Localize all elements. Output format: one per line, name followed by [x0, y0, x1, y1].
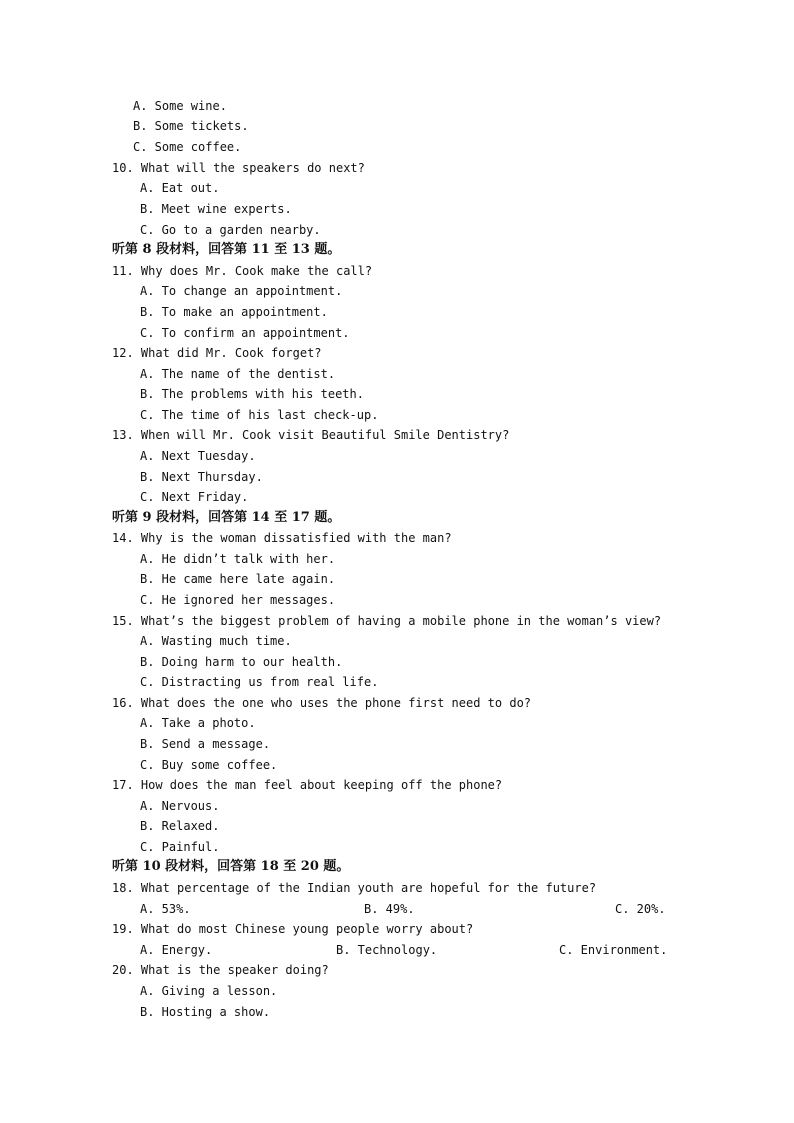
q12-option-c: C. The time of his last check-up.	[140, 408, 379, 422]
q14-option-c: C. He ignored her messages.	[140, 593, 336, 607]
q10-option-c: C. Go to a garden nearby.	[140, 223, 321, 237]
question-18: 18. What percentage of the Indian youth are hopeful for the future?	[112, 881, 597, 895]
q19-option-b: B. Technology.	[336, 943, 438, 957]
q13-option-b: B. Next Thursday.	[140, 470, 263, 484]
q16-option-c: C. Buy some coffee.	[140, 758, 278, 772]
q12-option-a: A. The name of the dentist.	[140, 367, 336, 381]
prev-option-b: B. Some tickets.	[133, 119, 249, 133]
q14-option-a: A. He didn’t talk with her.	[140, 552, 336, 566]
q13-option-a: A. Next Tuesday.	[140, 449, 256, 463]
q12-option-b: B. The problems with his teeth.	[140, 387, 364, 401]
q15-option-b: B. Doing harm to our health.	[140, 655, 343, 669]
question-16: 16. What does the one who uses the phone first need to do?	[112, 696, 532, 710]
q16-option-a: A. Take a photo.	[140, 716, 256, 730]
question-13: 13. When will Mr. Cook visit Beautiful Smile Dentistry?	[112, 428, 510, 442]
section-9-heading: 听第 9 段材料，回答第 14 至 17 题。	[112, 510, 341, 525]
question-10: 10. What will the speakers do next?	[112, 161, 365, 175]
question-19: 19. What do most Chinese young people worry about?	[112, 922, 474, 936]
q13-option-c: C. Next Friday.	[140, 490, 249, 504]
q18-option-c: C. 20%.	[615, 902, 666, 916]
q18-option-a: A. 53%.	[140, 902, 191, 916]
prev-option-c: C. Some coffee.	[133, 140, 242, 154]
q20-option-b: B. Hosting a show.	[140, 1005, 271, 1019]
prev-option-a: A. Some wine.	[133, 99, 227, 113]
q15-option-c: C. Distracting us from real life.	[140, 675, 379, 689]
q17-option-c: C. Painful.	[140, 840, 220, 854]
question-20: 20. What is the speaker doing?	[112, 963, 329, 977]
q16-option-b: B. Send a message.	[140, 737, 271, 751]
q17-option-a: A. Nervous.	[140, 799, 220, 813]
question-12: 12. What did Mr. Cook forget?	[112, 346, 322, 360]
q19-option-c: C. Environment.	[559, 943, 668, 957]
q17-option-b: B. Relaxed.	[140, 819, 220, 833]
q20-option-a: A. Giving a lesson.	[140, 984, 278, 998]
q11-option-b: B. To make an appointment.	[140, 305, 328, 319]
q11-option-a: A. To change an appointment.	[140, 284, 343, 298]
q18-option-b: B. 49%.	[364, 902, 415, 916]
q15-option-a: A. Wasting much time.	[140, 634, 292, 648]
section-8-heading: 听第 8 段材料，回答第 11 至 13 题。	[112, 242, 341, 257]
question-11: 11. Why does Mr. Cook make the call?	[112, 264, 373, 278]
q10-option-b: B. Meet wine experts.	[140, 202, 292, 216]
q14-option-b: B. He came here late again.	[140, 572, 336, 586]
q10-option-a: A. Eat out.	[140, 181, 220, 195]
section-10-heading: 听第 10 段材料，回答第 18 至 20 题。	[112, 859, 350, 874]
q19-option-a: A. Energy.	[140, 943, 213, 957]
question-17: 17. How does the man feel about keeping off the phone?	[112, 778, 503, 792]
question-15: 15. What’s the biggest problem of having a mobile phone in the woman’s view?	[112, 614, 662, 628]
q11-option-c: C. To confirm an appointment.	[140, 326, 350, 340]
question-14: 14. Why is the woman dissatisfied with the man?	[112, 531, 452, 545]
